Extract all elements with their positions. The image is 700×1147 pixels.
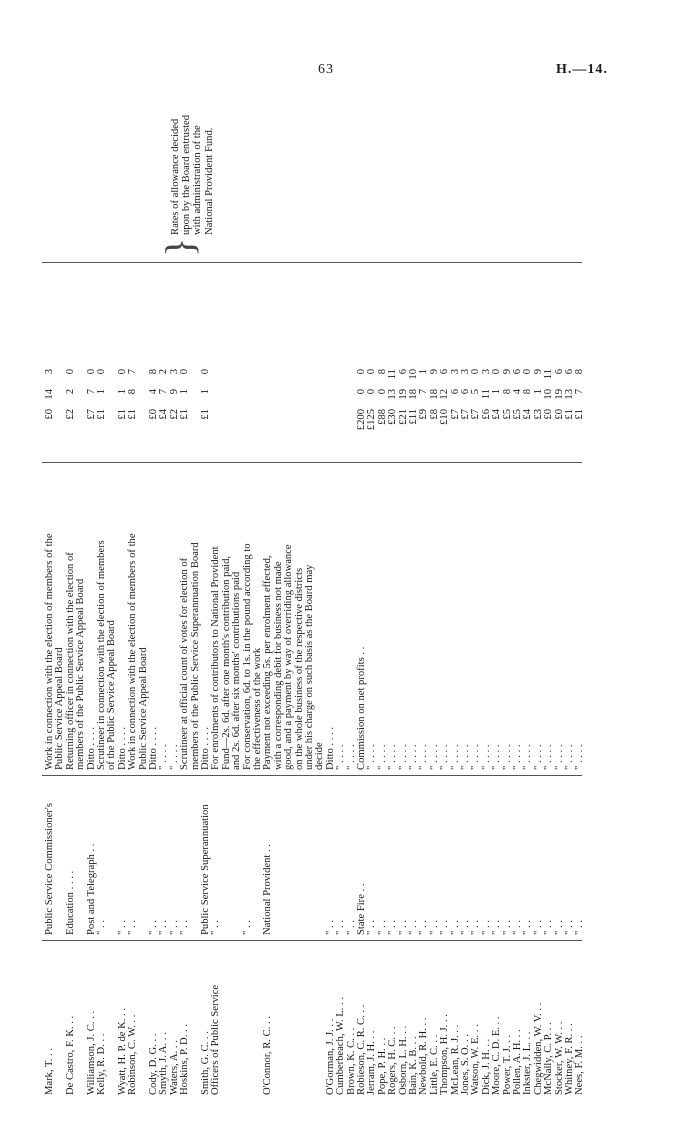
department: " . .: [491, 920, 503, 935]
amount-pence: 3: [168, 369, 180, 375]
amount-pounds: £7: [470, 409, 482, 420]
officer-name: Inkster, J. L. . .: [522, 1031, 534, 1095]
department: Education . . . .: [64, 870, 76, 935]
officer-name: Moore, C. D. E. . .: [491, 1016, 503, 1095]
work-description: " . . . .: [366, 744, 378, 770]
department: " . .: [241, 920, 253, 935]
amount-pounds: £4: [491, 409, 503, 420]
amount-shillings: 5: [470, 389, 482, 395]
department: " . .: [376, 920, 388, 935]
work-description: members of the Public Service Appeal Board: [75, 578, 87, 770]
officer-name: Waters, A. . .: [168, 1040, 180, 1095]
department: State Fire . .: [356, 883, 367, 935]
officer-name: Dick, J. H. . .: [480, 1038, 492, 1095]
amount-shillings: 6: [449, 389, 461, 395]
officer-name: Hoskins, P. D. . .: [179, 1024, 191, 1095]
work-description: Ditto . . . .: [200, 727, 211, 770]
amount-shillings: 1: [491, 389, 503, 395]
amount-pence: 6: [512, 369, 523, 375]
amount-pence: 7: [127, 369, 139, 375]
amount-shillings: 10: [543, 389, 555, 400]
table-row: [574, 95, 586, 1095]
officer-name: Bain, K. B. . .: [408, 1036, 419, 1095]
department: Public Service Superannuation: [200, 804, 211, 935]
amount-shillings: 1: [200, 389, 211, 395]
amount-pounds: £5: [501, 409, 513, 420]
amount-pence: 3: [460, 369, 471, 375]
department: " . .: [439, 920, 451, 935]
officer-name: De Castro, F. K. . .: [64, 1015, 76, 1095]
work-description: " . . . .: [168, 744, 180, 770]
work-description: " . . . .: [491, 744, 503, 770]
officer-name: Nees, F. M. . .: [574, 1035, 586, 1095]
work-description: and 2s. 6d. after six months' contributions paid: [231, 571, 243, 770]
amount-pounds: £7: [449, 409, 461, 420]
amount-pounds: £0: [553, 409, 565, 420]
amount-pounds: £1: [564, 409, 575, 420]
amount-pence: 3: [44, 369, 55, 375]
amount-pounds: £1: [574, 409, 586, 420]
work-description: " . . . .: [460, 744, 471, 770]
amount-shillings: 12: [439, 389, 451, 400]
amount-pence: 0: [116, 369, 128, 375]
amount-pence: 3: [449, 369, 461, 375]
work-description: the effectiveness of the work: [252, 647, 263, 770]
officer-name: Brown, K. C. . .: [345, 1027, 357, 1095]
officer-name: Osborn, L. H. . .: [397, 1025, 409, 1095]
amount-shillings: 8: [501, 389, 513, 395]
amount-pounds: £2: [64, 409, 76, 420]
amount-shillings: 1: [179, 389, 191, 395]
amount-pounds: £1: [96, 409, 107, 420]
work-description: decide: [314, 742, 326, 770]
work-description: Ditto . . . .: [116, 727, 128, 770]
officer-name: McNally, C. P. . .: [543, 1022, 555, 1095]
officer-name: McLean, R. J. . .: [449, 1024, 461, 1095]
work-description: " . . . .: [345, 744, 357, 770]
department: " . .: [553, 920, 565, 935]
amount-shillings: 7: [158, 389, 170, 395]
officer-name: Jerram, J. H. . .: [366, 1030, 378, 1095]
amount-shillings: 0: [376, 389, 388, 395]
officer-name: Rogers, H. C. . .: [387, 1026, 399, 1095]
work-description: on the whole business of the respective districts: [293, 567, 305, 770]
amount-pence: 0: [470, 369, 482, 375]
officer-name: Whitney, F. R. . .: [564, 1023, 575, 1095]
work-description: " . . . .: [574, 744, 586, 770]
department: " . .: [345, 920, 357, 935]
work-description: good, and a payment by way of overriding allowance: [283, 544, 295, 770]
department: " . .: [543, 920, 555, 935]
department: " . .: [522, 920, 534, 935]
amount-pence: 6: [439, 369, 451, 375]
department: " . .: [116, 920, 128, 935]
amount-pence: 9: [501, 369, 513, 375]
allowances-table: [40, 95, 600, 1095]
amount-shillings: 4: [512, 389, 523, 395]
amount-pence: 9: [428, 369, 440, 375]
amount-pounds: £200: [356, 409, 367, 431]
work-description: " . . . .: [501, 744, 513, 770]
work-description: of the Public Service Appeal Board: [106, 620, 118, 770]
work-description: " . . . .: [512, 744, 523, 770]
work-description: " . . . .: [480, 744, 492, 770]
work-description: Work in connection with the election of members of the: [127, 533, 139, 770]
work-description: " . . . .: [387, 744, 399, 770]
work-description: Ditto . . . .: [85, 727, 97, 770]
department: " . .: [148, 920, 159, 935]
work-description: " . . . .: [553, 744, 565, 770]
amount-shillings: 18: [428, 389, 440, 400]
work-description: " . . . .: [418, 744, 430, 770]
amount-pence: 0: [522, 369, 534, 375]
amount-pence: 0: [96, 369, 107, 375]
amount-pence: 6: [397, 369, 409, 375]
department: " . .: [210, 920, 222, 935]
department: " . .: [335, 920, 347, 935]
amount-pounds: £21: [397, 409, 409, 425]
department: " . .: [397, 920, 409, 935]
work-description: " . . . .: [376, 744, 388, 770]
amount-pence: 8: [574, 369, 586, 375]
department: " . .: [564, 920, 575, 935]
work-description: " . . . .: [522, 744, 534, 770]
officer-name: O'Gorman, J. J. . .: [324, 1018, 336, 1095]
department: " . .: [324, 920, 336, 935]
page-number: 63: [318, 62, 334, 77]
officer-name: Kelly, R. D. . .: [96, 1033, 107, 1095]
amount-pounds: £7: [460, 409, 471, 420]
work-description: " . . . .: [408, 744, 419, 770]
work-description: " . . . .: [397, 744, 409, 770]
amount-shillings: 8: [127, 389, 139, 395]
amount-shillings: 13: [387, 389, 399, 400]
amount-shillings: 0: [366, 389, 378, 395]
amount-pounds: £3: [532, 409, 544, 420]
officer-name: Williamson, J. C. . .: [85, 1010, 97, 1095]
amount-shillings: 6: [460, 389, 471, 395]
officer-name: Wyatt, H. P. de K. . .: [116, 1007, 128, 1095]
amount-pence: 8: [376, 369, 388, 375]
work-description: " . . . .: [470, 744, 482, 770]
work-description: Commission on net profits . .: [356, 646, 367, 770]
work-description: " . . . .: [543, 744, 555, 770]
department: " . .: [501, 920, 513, 935]
work-description: For conservation, 6d. to 1s. in the pound according to: [241, 543, 253, 770]
officer-name: Smyth, J. A. . .: [158, 1032, 170, 1095]
work-description: Ditto . . . .: [324, 727, 336, 770]
document-code: H.—14.: [556, 62, 608, 77]
amount-pounds: £2: [168, 409, 180, 420]
work-description: For enrolments of contributors to National Provident: [210, 546, 222, 770]
amount-pence: 0: [200, 369, 211, 375]
officer-name: Newbold, R. H. . .: [418, 1017, 430, 1095]
amount-shillings: 13: [564, 389, 575, 400]
work-description: " . . . .: [428, 744, 440, 770]
amount-shillings: 8: [522, 389, 534, 395]
amount-pence: 11: [543, 369, 555, 380]
work-description: " . . . .: [449, 744, 461, 770]
officer-name: Pope, P. H. . .: [376, 1037, 388, 1095]
amount-pence: 11: [387, 369, 399, 380]
work-description: " . . . .: [564, 744, 575, 770]
amount-pounds: £0: [148, 409, 159, 420]
officer-name: Cody, D. G. . .: [148, 1033, 159, 1095]
officer-name: Robieson, C. R. C. . .: [356, 1004, 367, 1095]
amount-pence: 6: [553, 369, 565, 375]
work-description: " . . . .: [439, 744, 451, 770]
officer-name: Little, E. C. . .: [428, 1034, 440, 1095]
amount-shillings: 2: [64, 389, 76, 395]
amount-pounds: £1: [200, 409, 211, 420]
amount-shillings: 7: [85, 389, 97, 395]
officer-name: Power, T. J. . .: [501, 1034, 513, 1095]
amount-shillings: 4: [148, 389, 159, 395]
department: " . .: [179, 920, 191, 935]
work-description: under his charge on such basis as the Board may: [304, 564, 315, 770]
amount-pounds: £1: [116, 409, 128, 420]
department: " . .: [574, 920, 586, 935]
amount-shillings: 19: [553, 389, 565, 400]
amount-pounds: £88: [376, 409, 388, 425]
department: National Provident . .: [262, 844, 274, 935]
work-description: " . . . .: [532, 744, 544, 770]
amount-shillings: 7: [418, 389, 430, 395]
amount-pence: 0: [491, 369, 503, 375]
amount-shillings: 9: [168, 389, 180, 395]
officer-name: Officers of Public Service: [210, 984, 222, 1095]
amount-pounds: £4: [522, 409, 534, 420]
remark-brace: }: [157, 237, 202, 257]
remark-note: Rates of allowance decided upon by the Board entrusted with administration of the National Provident Fund.: [170, 114, 215, 235]
department: " . .: [428, 920, 440, 935]
amount-shillings: 1: [96, 389, 107, 395]
amount-shillings: 0: [356, 389, 367, 395]
amount-shillings: 1: [532, 389, 544, 395]
amount-pence: 10: [408, 369, 419, 380]
department: " . .: [168, 920, 180, 935]
work-description: Fund—2s. 6d. after one month's contribution paid,: [220, 555, 232, 770]
amount-pounds: £7: [85, 409, 97, 420]
amount-pence: 9: [532, 369, 544, 375]
work-description: with a corresponding debit for business not made: [272, 561, 284, 770]
officer-name: Robinson, C. W. . .: [127, 1014, 139, 1095]
officer-name: Pollen, A. H. . .: [512, 1029, 523, 1095]
amount-pence: 0: [179, 369, 191, 375]
department: " . .: [96, 920, 107, 935]
officer-name: Thompson, H. J. . .: [439, 1014, 451, 1095]
amount-pence: 1: [418, 369, 430, 375]
work-description: " . . . .: [335, 744, 347, 770]
department: " . .: [418, 920, 430, 935]
amount-pounds: £4: [158, 409, 170, 420]
department: Public Service Commissioner's: [44, 803, 55, 935]
amount-pounds: £10: [439, 409, 451, 425]
work-description: Public Service Appeal Board: [54, 647, 66, 770]
department: " . .: [470, 920, 482, 935]
officer-name: Stocker, W. W. . .: [553, 1021, 565, 1095]
work-description: members of the Public Service Superannuation Board: [189, 542, 201, 770]
work-description: Work in connection with the election of members of the: [44, 533, 55, 770]
amount-pounds: £11: [408, 409, 419, 425]
amount-shillings: 11: [480, 389, 492, 400]
officer-name: O'Connor, R. C. . .: [262, 1016, 274, 1095]
officer-name: Chegwidden, W. V. . .: [532, 1002, 544, 1095]
amount-pounds: £125: [366, 409, 378, 431]
department: " . .: [387, 920, 399, 935]
amount-pence: 0: [356, 369, 367, 375]
officer-name: Cumberbeach, W. L. . .: [335, 997, 347, 1095]
work-description: Scrutineer at official count of votes for election of: [179, 557, 191, 770]
amount-pence: 0: [64, 369, 76, 375]
department: " . .: [366, 920, 378, 935]
amount-shillings: 7: [574, 389, 586, 395]
amount-pounds: £9: [418, 409, 430, 420]
work-description: Payment not exceeding 5s. per enrolment effected,: [262, 555, 274, 770]
amount-pounds: £1: [179, 409, 191, 420]
amount-shillings: 1: [116, 389, 128, 395]
officer-name: Jones, S. O. . .: [460, 1034, 471, 1095]
amount-pounds: £6: [480, 409, 492, 420]
amount-pence: 6: [564, 369, 575, 375]
amount-pence: 0: [366, 369, 378, 375]
department: " . .: [460, 920, 471, 935]
amount: [574, 345, 585, 455]
officer-name: Mark, T. . .: [44, 1048, 55, 1095]
department: " . .: [127, 920, 139, 935]
amount-pounds: £1: [127, 409, 139, 420]
amount-pounds: £8: [428, 409, 440, 420]
department: " . .: [408, 920, 419, 935]
amount-shillings: 14: [44, 389, 55, 400]
amount-pounds: £30: [387, 409, 399, 425]
department: " . .: [480, 920, 492, 935]
amount-pounds: £0: [44, 409, 55, 420]
amount-pence: 3: [480, 369, 492, 375]
amount-pence: 8: [148, 369, 159, 375]
work-description: Ditto . . . .: [148, 727, 159, 770]
work-description: Public Service Appeal Board: [137, 647, 149, 770]
amount-pounds: £5: [512, 409, 523, 420]
amount-pence: 0: [85, 369, 97, 375]
work-description: " . . . .: [158, 744, 170, 770]
amount-shillings: 19: [397, 389, 409, 400]
department: " . .: [158, 920, 170, 935]
amount-pence: 2: [158, 369, 170, 375]
department: " . .: [532, 920, 544, 935]
amount-shillings: 18: [408, 389, 419, 400]
work-description: Scrutineer in connection with the election of members: [96, 540, 107, 770]
work-description: Returning officer in connection with the election of: [64, 552, 76, 770]
amount-pounds: £0: [543, 409, 555, 420]
officer-name: Watson, W. E. . .: [470, 1024, 482, 1095]
rotated-table-area: [40, 95, 600, 1095]
officer-name: Smith, G. C. . .: [200, 1031, 211, 1095]
department: " . .: [449, 920, 461, 935]
department: " . .: [512, 920, 523, 935]
department: Post and Telegraph . .: [85, 843, 97, 935]
